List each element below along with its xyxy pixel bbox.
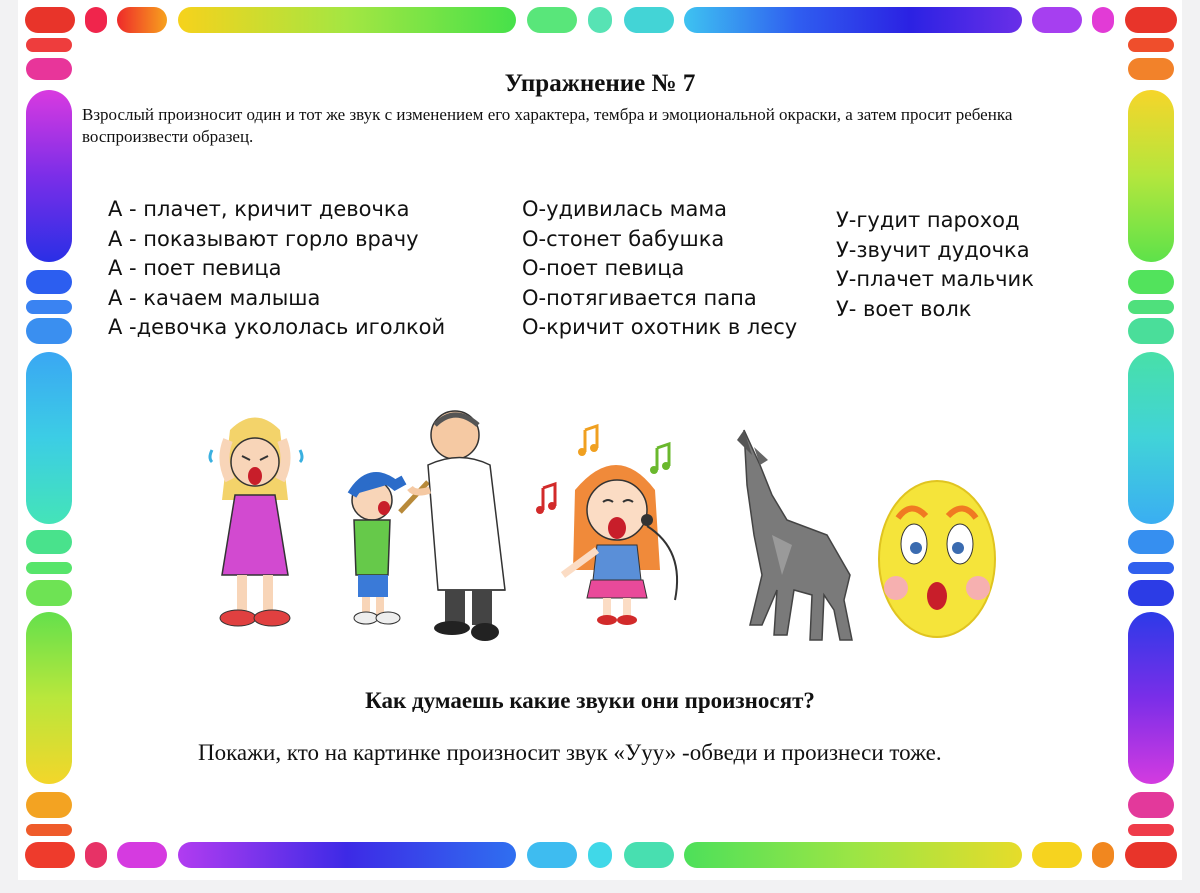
crying-girl-image[interactable] [200, 410, 310, 635]
list-item: А - плачет, кричит девочка [108, 197, 410, 221]
exercise-title: Упражнение № 7 [504, 70, 696, 97]
list-item: О-стонет бабушка [522, 226, 725, 251]
list-item: О-потягивается папа [522, 285, 757, 310]
exercise-intro: Взрослый произносит один и тот же звук с изменением его характера, тембра и эмоциональной окраски, а затем просит ребенка воспроизвести образец. [82, 105, 1013, 146]
list-item: А - качаем малыша [108, 285, 321, 310]
list-item: У-звучит дудочка [836, 237, 1030, 262]
list-item: О-кричит охотник в лесу [522, 315, 798, 339]
surprised-emoji-image[interactable] [876, 478, 998, 640]
singing-girl-image[interactable] [535, 420, 705, 630]
question-text: Как думаешь какие звуки они произносят? [365, 688, 815, 713]
list-item: У-гудит пароход [836, 208, 1020, 232]
list-item: А - поет певица [108, 256, 282, 280]
howling-wolf-image[interactable] [732, 425, 862, 645]
vowel-a-list [108, 197, 445, 345]
vowel-u-list [836, 208, 1034, 326]
list-item: О-поет певица [522, 256, 685, 280]
instruction-text: Покажи, кто на картинке произносит звук «Ууу» -обведи и произнеси тоже. [198, 740, 942, 765]
list-item: О-удивилась мама [522, 197, 728, 221]
list-item: У-плачет мальчик [836, 267, 1034, 291]
list-item: У- воет волк [836, 296, 972, 321]
list-item: А - показывают горло врачу [108, 226, 419, 251]
list-item: А -девочка укололась иголкой [108, 315, 446, 339]
vowel-o-list [522, 197, 797, 345]
doctor-and-boy-image[interactable] [340, 400, 515, 645]
